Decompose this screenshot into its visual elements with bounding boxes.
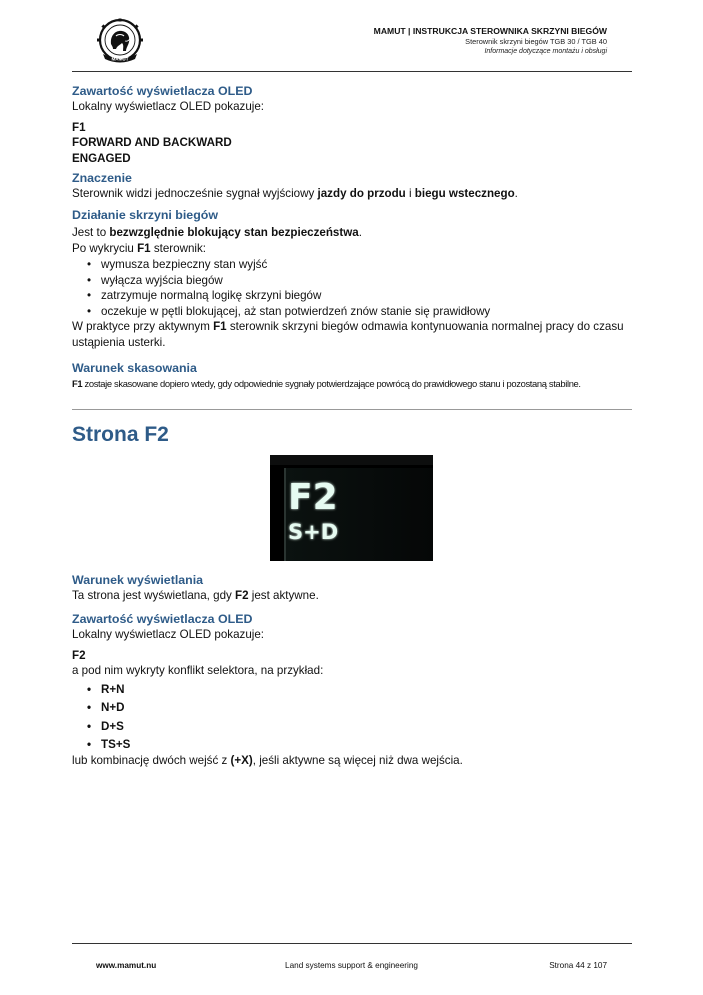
list-item: • N+D	[72, 699, 634, 718]
bullet-list	[72, 681, 634, 755]
section-heading: Znaczenie	[72, 171, 132, 185]
section-oled-content-f1	[72, 84, 634, 166]
list-item: • wymusza bezpieczny stan wyjść	[72, 257, 634, 273]
list-item: • zatrzymuje normalną logikę skrzyni biegów	[72, 288, 634, 304]
section-heading: Warunek wyświetlania	[72, 573, 204, 587]
paragraph: Ta strona jest wyświetlana, gdy F2 jest aktywne.	[72, 589, 319, 602]
paragraph: Lokalny wyświetlacz OLED pokazuje:	[72, 628, 265, 641]
section-meaning	[72, 171, 634, 202]
oled-text-conflict: S+D	[288, 520, 339, 544]
page-title-block	[72, 422, 634, 448]
section-heading: Warunek skasowania	[72, 361, 197, 375]
paragraph: W praktyce przy aktywnym F1 sterownik skrzyni biegów odmawia kontynuowania normalnej pracy do czasu ustąpienia usterki.	[72, 320, 624, 349]
section-heading: Zawartość wyświetlacza OLED	[72, 612, 253, 626]
paragraph: Lokalny wyświetlacz OLED pokazuje:	[72, 100, 265, 113]
footer-website-link[interactable]: www.mamut.nu	[96, 961, 157, 970]
list-item: • D+S	[72, 718, 634, 737]
section-heading: Działanie skrzyni biegów	[72, 208, 218, 222]
section-gearbox-action	[72, 208, 634, 350]
bullet-list	[72, 257, 634, 319]
header-subtitle-italic: Informacje dotyczące montażu i obsługi	[484, 48, 607, 55]
page-title: Strona F2	[72, 423, 169, 446]
paragraph: F1 zostaje skasowane dopiero wtedy, gdy odpowiednie sygnały potwierdzające powrócą do prawidłowego stanu i pozostaną stabilne.	[72, 378, 581, 389]
page-header	[374, 25, 607, 57]
paragraph: a pod nim wykryty konflikt selektora, na przykład:	[72, 664, 324, 677]
section-divider	[72, 409, 632, 410]
paragraph: lub kombinację dwóch wejść z (+X), jeśli aktywne są więcej niż dwa wejścia.	[72, 753, 463, 767]
oled-display-photo	[270, 455, 433, 561]
oled-text-code: F2	[288, 477, 338, 518]
paragraph: Jest to bezwzględnie blokujący stan bezpieczeństwa.	[72, 226, 362, 239]
oled-line: F2	[72, 648, 86, 662]
header-subtitle: Sterownik skrzyni biegów TGB 30 / TGB 40	[465, 37, 607, 46]
oled-line: F1	[72, 120, 86, 134]
list-item: • oczekuje w pętli blokującej, aż stan potwierdzeń znów stanie się prawidłowy	[72, 304, 634, 320]
footer-page-number: Strona 44 z 107	[549, 961, 607, 970]
section-display-condition	[72, 573, 634, 604]
footer-tagline: Land systems support & engineering	[285, 961, 418, 970]
section-heading: Zawartość wyświetlacza OLED	[72, 84, 253, 98]
paragraph: Po wykryciu F1 sterownik:	[72, 241, 207, 255]
oled-line: ENGAGED	[72, 151, 131, 165]
paragraph: Sterownik widzi jednocześnie sygnał wyjściowy jazdy do przodu i biegu wstecznego.	[72, 187, 518, 200]
list-item: • TS+S	[72, 736, 634, 755]
section-reset-condition	[72, 361, 634, 390]
footer-divider	[72, 943, 632, 944]
oled-line: FORWARD AND BACKWARD	[72, 136, 232, 149]
logo-text: MAMUT	[111, 56, 129, 62]
section-oled-content-f2	[72, 612, 634, 768]
header-title: MAMUT | INSTRUKCJA STEROWNIKA SKRZYNI BIEGÓW	[373, 26, 607, 36]
company-logo	[95, 18, 145, 64]
header-divider	[72, 71, 632, 72]
list-item: • R+N	[72, 681, 634, 700]
list-item: • wyłącza wyjścia biegów	[72, 273, 634, 289]
